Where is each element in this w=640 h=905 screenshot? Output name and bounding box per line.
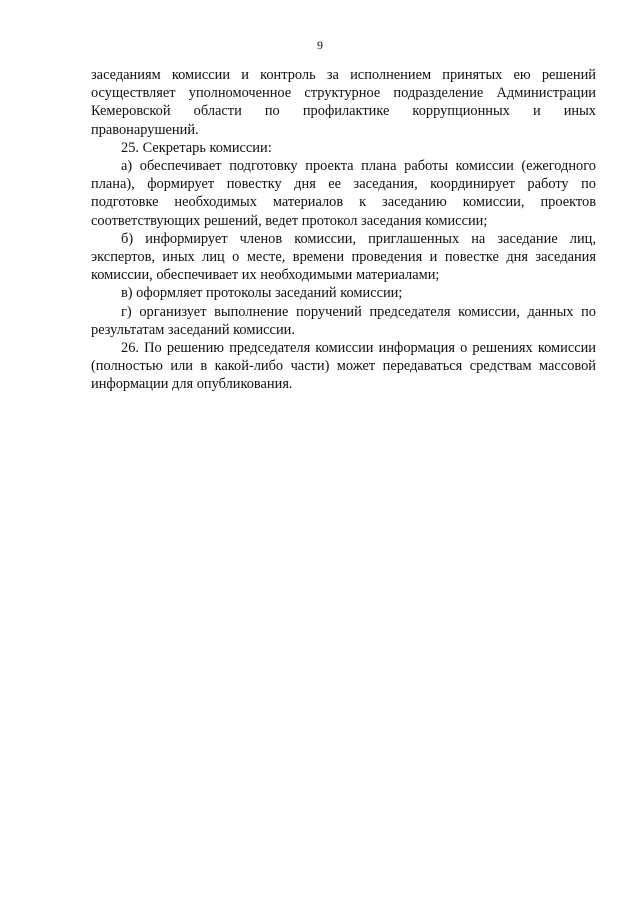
- paragraph-25-heading: 25. Секретарь комиссии:: [121, 139, 272, 156]
- paragraph-25-b: б) информирует членов комиссии, приглашенных на заседание лиц, экспертов, иных лиц о месте, времени проведения и повестке дня заседания комиссии, обеспечивает их необходимыми материалами;: [91, 230, 596, 284]
- paragraph-continuation: заседаниям комиссии и контроль за исполнением принятых ею решений осуществляет уполномоченное структурное подразделение Администрации Кемеровской области по профилактике коррупционных и иных: [91, 67, 596, 120]
- page-number: 9: [317, 38, 323, 52]
- document-body: [91, 66, 596, 394]
- paragraph-25-a: а) обеспечивает подготовку проекта плана работы комиссии (ежегодного плана), формирует повестку дня ее заседания, координирует работу по подготовке необходимых материалов к заседанию комиссии, проектов соответствующих решений, ведет протокол заседания комиссии;: [91, 158, 596, 229]
- paragraph-25-g: г) организует выполнение поручений председателя комиссии, данных по результатам заседаний комиссии.: [91, 303, 596, 338]
- paragraph-continuation-end: правонарушений.: [91, 121, 199, 138]
- paragraph-26: 26. По решению председателя комиссии информация о решениях комиссии (полностью или в какой-либо части) может передаваться средствам массовой информации для опубликования.: [91, 340, 596, 393]
- paragraph-25-v: в) оформляет протоколы заседаний комиссии;: [121, 285, 403, 302]
